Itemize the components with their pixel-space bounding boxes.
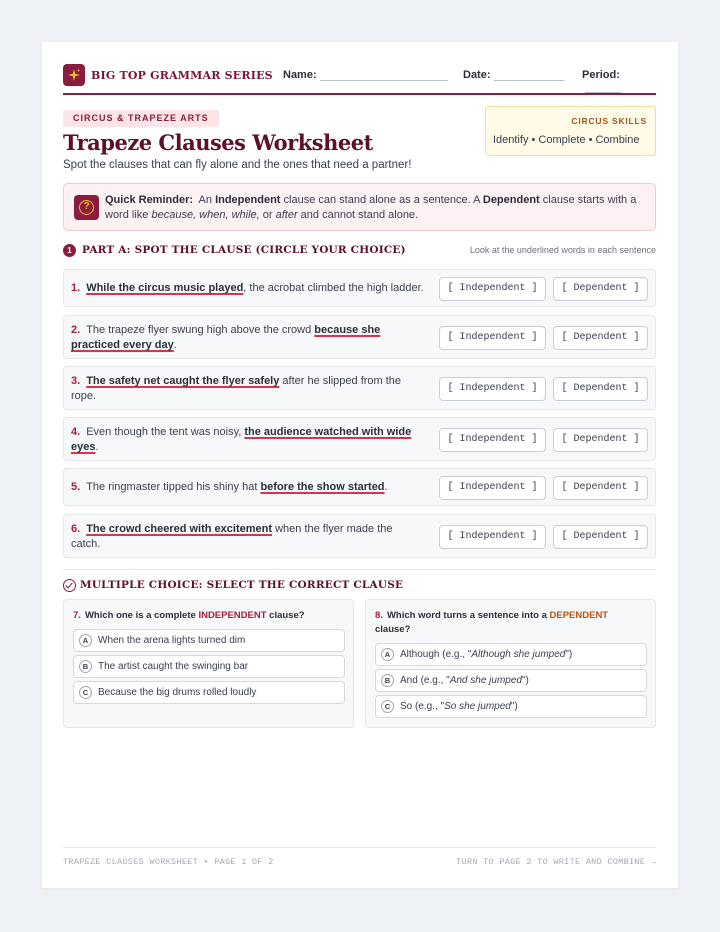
- dependent-button[interactable]: [ Dependent ]: [553, 428, 648, 452]
- independent-button[interactable]: [ Independent ]: [439, 428, 546, 452]
- dependent-button[interactable]: [ Dependent ]: [553, 277, 648, 301]
- question-text: 3. The safety net caught the flyer safely after he slipped from the rope.: [71, 375, 402, 402]
- question-text: 6. The crowd cheered with excitement when the flyer made the catch.: [71, 523, 393, 550]
- date-field[interactable]: [463, 69, 564, 81]
- page-footer: [63, 847, 656, 867]
- date-label: Date:: [463, 69, 491, 81]
- quick-reminder: [63, 183, 656, 231]
- section-number: 1: [63, 244, 76, 257]
- question-card-7: [63, 599, 354, 728]
- section-title: MULTIPLE CHOICE: SELECT THE CORRECT CLAUSE: [80, 579, 404, 591]
- independent-button[interactable]: [ Independent ]: [439, 377, 546, 401]
- worksheet-page: [42, 42, 678, 888]
- section-divider: [63, 569, 656, 570]
- name-label: Name:: [283, 69, 317, 81]
- question-text: 2. The trapeze flyer swung high above the crowd because she practiced every day.: [71, 324, 381, 351]
- skills-box: [485, 106, 656, 156]
- option-a[interactable]: A Although (e.g., "Although she jumped"): [375, 643, 647, 666]
- dependent-button[interactable]: [ Dependent ]: [553, 525, 648, 549]
- question-row: [63, 315, 656, 359]
- help-icon: ?: [74, 195, 99, 220]
- check-circle-icon: [63, 579, 76, 592]
- question-card-8: [365, 599, 656, 728]
- sparkle-icon: [63, 64, 85, 86]
- question-row: [63, 468, 656, 506]
- option-c[interactable]: C Because the big drums rolled loudly: [73, 681, 345, 704]
- independent-button[interactable]: [ Independent ]: [439, 525, 546, 549]
- part-a-header: [63, 243, 656, 259]
- question-prompt: 8. Which word turns a sentence into a DEPENDENT clause?: [375, 610, 609, 635]
- page-header: [63, 63, 656, 95]
- question-text: 4. Even though the tent was noisy, the audience watched with wide eyes.: [71, 426, 412, 453]
- skills-heading: CIRCUS SKILLS: [571, 116, 647, 126]
- name-field[interactable]: [283, 69, 448, 81]
- independent-button[interactable]: [ Independent ]: [439, 326, 546, 350]
- page-inner: [63, 42, 656, 888]
- period-field[interactable]: [582, 69, 656, 93]
- section-title: PART A: SPOT THE CLAUSE (CIRCLE YOUR CHOICE): [82, 244, 406, 256]
- dependent-button[interactable]: [ Dependent ]: [553, 326, 648, 350]
- series-title: BIG TOP GRAMMAR SERIES: [91, 69, 273, 82]
- topic-tag: CIRCUS & TRAPEZE ARTS: [63, 110, 219, 127]
- footer-next-hint: TURN TO PAGE 2 TO WRITE AND COMBINE →: [456, 857, 656, 867]
- question-row: [63, 417, 656, 461]
- section-hint: Look at the underlined words in each sentence: [469, 245, 656, 255]
- reminder-text: Quick Reminder: An Independent clause can stand alone as a sentence. A Dependent clause starts with a word like because, when, while, or after and cannot stand alone.: [105, 194, 637, 221]
- question-row: [63, 366, 656, 410]
- question-row: [63, 269, 656, 307]
- question-prompt: 7. Which one is a complete INDEPENDENT clause?: [73, 610, 305, 621]
- question-row: [63, 514, 656, 558]
- page-title: Trapeze Clauses Worksheet: [63, 130, 373, 155]
- question-text: 1. While the circus music played, the acrobat climbed the high ladder.: [71, 282, 424, 294]
- period-label: Period:: [582, 69, 620, 81]
- page-subtitle: Spot the clauses that can fly alone and the ones that need a partner!: [63, 159, 412, 171]
- question-text: 5. The ringmaster tipped his shiny hat before the show started.: [71, 481, 388, 493]
- option-b[interactable]: B And (e.g., "And she jumped"): [375, 669, 647, 692]
- option-a[interactable]: A When the arena lights turned dim: [73, 629, 345, 652]
- option-c[interactable]: C So (e.g., "So she jumped"): [375, 695, 647, 718]
- option-b[interactable]: B The artist caught the swinging bar: [73, 655, 345, 678]
- dependent-button[interactable]: [ Dependent ]: [553, 377, 648, 401]
- multiple-choice-header: [63, 578, 656, 594]
- skills-list: Identify • Complete • Combine: [493, 134, 640, 146]
- footer-page-info: TRAPEZE CLAUSES WORKSHEET • PAGE 1 OF 2: [63, 857, 274, 867]
- dependent-button[interactable]: [ Dependent ]: [553, 476, 648, 500]
- independent-button[interactable]: [ Independent ]: [439, 476, 546, 500]
- independent-button[interactable]: [ Independent ]: [439, 277, 546, 301]
